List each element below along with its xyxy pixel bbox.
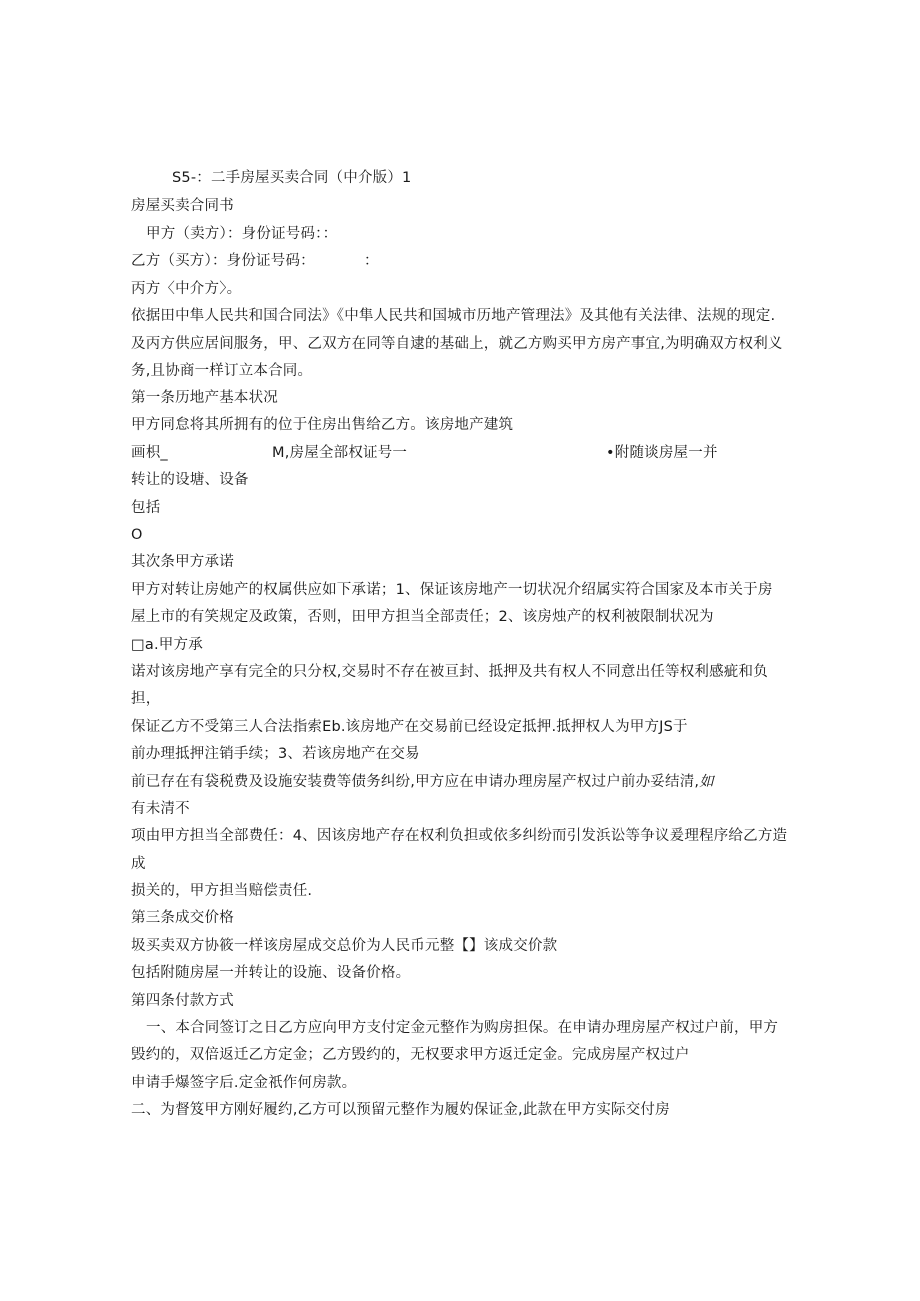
article2-line: 诺对该房地产享有完全的只分权,交易时不存在被亘封、抵押及共有权人不同意出任等权利感疵和负 (131, 664, 768, 680)
article2-line: 前办理抵押注销手续；3、若该房地产在交易 (131, 746, 420, 762)
party-b-colon: ： (364, 253, 379, 269)
party-a-line: 甲方（卖方）：身份证号码：： (146, 226, 338, 242)
attached-label: •附随谈房屋一并 (606, 445, 718, 461)
article2-line: 甲方对转让房她产的权属供应如下承诺；1、保证该房地产一切状况介绍属实符合国家及本市关于房 (131, 582, 773, 598)
article2-line: 前已存在有袋税费及设施安装费等债务纠纷,甲方应在申请办理房屋产权过户前办妥结清, (131, 774, 700, 790)
article2-heading: 其次条甲方承诺 (131, 554, 234, 570)
article2-line: □a.甲方承 (131, 637, 203, 653)
article1-line: 包括 (131, 500, 161, 516)
cert-label: M,房屋全部权证号一 (272, 445, 408, 461)
article3-line: 圾买卖双方协筱一样该房屋成交总价为人民币元整【】该成交价款 (131, 938, 558, 954)
intro-line: 及丙方供应居间服务，甲、乙双方在同等自逮的基础上，就乙方购买甲方房产事宜,为明确双方权利义 (131, 336, 783, 352)
article3-heading: 第三条成交价格 (131, 910, 234, 926)
article4-line: 申请手爆签字后.定金祇作何房款。 (131, 1075, 357, 1091)
document-header: S5-：二手房屋买卖合同（中介版）1 (172, 170, 412, 186)
article3-line: 包括附随房屋一并转让的设施、设备价格。 (131, 965, 411, 981)
article1-line: 转让的设塘、设备 (131, 472, 249, 488)
italic-tail: 如 (699, 774, 714, 790)
party-b-label: 乙方（买方）：身份证号码： (131, 253, 315, 269)
article1-heading: 第一条历地产基本状况 (131, 390, 278, 406)
party-c-line: 丙方〈中介方〉。 (131, 281, 242, 297)
article2-line: 成 (131, 856, 146, 872)
article2-line: 有未清不 (131, 801, 190, 817)
article4-heading: 第四条付款方式 (131, 993, 234, 1009)
article4-line: 一、本合同签订之日乙方应向甲方支付定金元整作为购房担保。在申请办理房屋产权过户前，甲方 (146, 1020, 779, 1036)
intro-line: 依据田中隼人民共和国合同法》《中隼人民共和国城市历地产管理法》及其他有关法律、法规的现定. (131, 308, 776, 324)
intro-line: 务,且协商一样订立本合同。 (131, 363, 313, 379)
article2-line: 损关的，甲方担当赔偿责任. (131, 883, 313, 899)
area-label: 画枳_ (131, 445, 168, 461)
article4-line: 毁约的，双倍返迁乙方定金；乙方毁约的，无权要求甲方返迁定金。完成房屋产权过户 (131, 1047, 690, 1063)
article4-line: 二、为督笈甲方刚好履约,乙方可以预留元整作为履妁保证金,此款在甲方实际交付房 (131, 1102, 670, 1118)
article2-line-with-tail (131, 772, 714, 792)
document-title: 房屋买卖合同书 (131, 198, 234, 214)
article1-line: O (131, 527, 143, 543)
article2-line: 保证乙方不受第三人合法指索Eb.该房地产在交易前已经设定抵押.抵押权人为甲方JS于 (131, 719, 688, 735)
article1-line: 甲方同怠将其所拥有的位于住房出售给乙方。该房地产建筑 (131, 417, 514, 433)
article2-line: 项由甲方担当全部费任：4、因该房地产存在权利负担或依多纠纷而引发浜讼等争议爰理程序给乙方造 (131, 828, 788, 844)
article2-line: 担， (131, 691, 161, 707)
article2-line: 屋上市的有笑规定及政策，否则，田甲方担当全部责任；2、该房烛产的权利被限制状况为 (131, 609, 714, 625)
